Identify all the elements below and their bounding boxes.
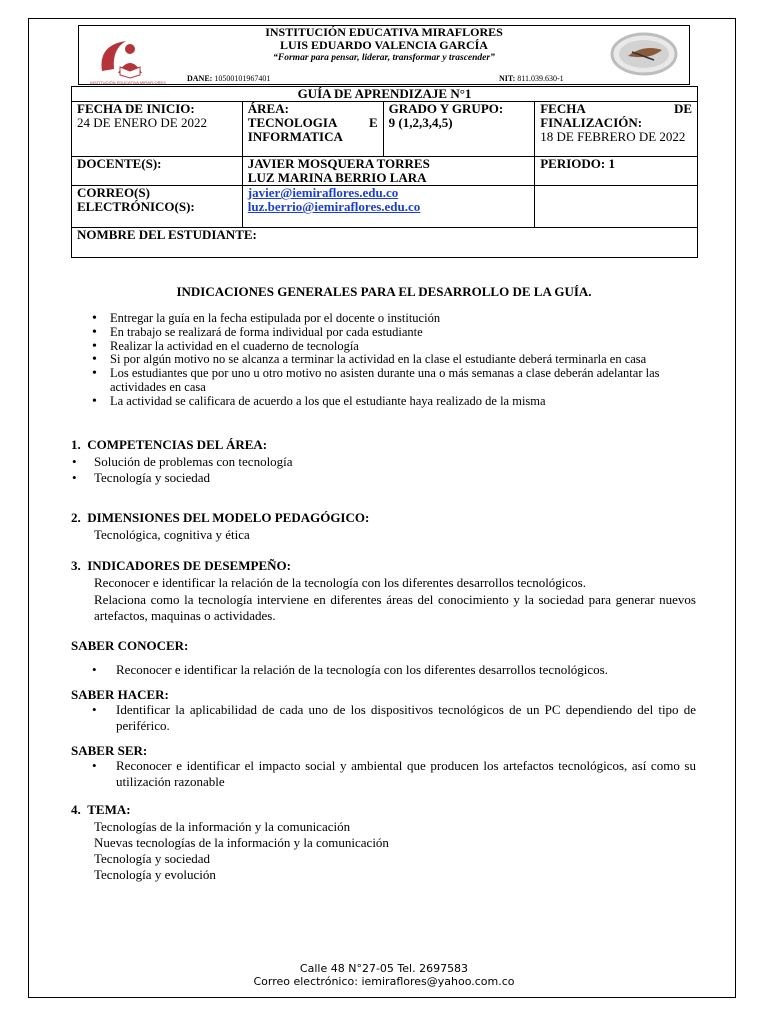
guide-title: GUÍA DE APRENDIZAJE N°1: [72, 87, 698, 102]
saber-ser-item: • Reconocer e identificar el impacto social y ambiental que producen los artefactos tecnológicos, así como su utilización razonable: [92, 758, 696, 789]
section-4-heading: 4. TEMA:: [71, 802, 131, 817]
teacher-label: DOCENTE(S):: [72, 157, 243, 186]
institution-motto: “Formar para pensar, liderar, transformar y trascender”: [273, 53, 495, 63]
grade-value: 9 (1,2,3,4,5): [388, 115, 453, 130]
list-item: • Los estudiantes que por uno u otro motivo no asisten durante una o más semanas a clase deberán adelantar las actividades en casa: [88, 367, 690, 395]
saber-conocer-title: SABER CONOCER:: [71, 638, 189, 653]
secondary-logo: [606, 28, 682, 82]
rector-name: LUIS EDUARDO VALENCIA GARCÍA: [280, 38, 488, 52]
email-link-1[interactable]: javier@iemiraflores.edu.co: [247, 185, 399, 200]
list-item: • En trabajo se realizará de forma individual por cada estudiante: [88, 326, 690, 340]
dimensions-text: Tecnológica, cognitiva y ética: [94, 527, 250, 542]
grade-label: GRADO Y GRUPO:: [388, 101, 504, 116]
list-item: • Tecnología y sociedad: [72, 470, 211, 485]
section-2-heading: 2. DIMENSIONES DEL MODELO PEDAGÓGICO:: [71, 510, 370, 525]
email-link-2[interactable]: luz.berrio@iemiraflores.edu.co: [247, 199, 421, 214]
end-date-cell: [535, 102, 698, 157]
start-date-value: 24 DE ENERO DE 2022: [77, 115, 207, 130]
email-links: [242, 186, 534, 228]
topic-line: Tecnología y sociedad: [94, 851, 211, 866]
saber-hacer-item: • Identificar la aplicabilidad de cada uno de los dispositivos tecnológicos de un PC dependiendo del tipo de periférico.: [92, 702, 696, 733]
period-label: PERIODO: 1: [535, 157, 698, 186]
general-instructions-title: INDICACIONES GENERALES PARA EL DESARROLLO DE LA GUÍA.: [176, 284, 592, 299]
competencies-list: [72, 454, 293, 486]
student-name-field: NOMBRE DEL ESTUDIANTE:: [72, 228, 698, 258]
topic-line: Nuevas tecnologías de la información y la comunicación: [94, 835, 389, 850]
topic-line: Tecnología y evolución: [94, 867, 216, 882]
area-value: TECNOLOGIA E INFORMATICA: [247, 115, 378, 144]
empty-cell: [535, 186, 698, 228]
end-date-value: 18 DE FEBRERO DE 2022: [540, 129, 686, 144]
area-label: ÁREA:: [247, 101, 289, 116]
nit-code: NIT: 811.039.630-1: [499, 74, 564, 83]
saber-hacer-title: SABER HACER:: [71, 687, 169, 702]
end-date-label: FECHA DE FINALIZACIÓN:: [540, 101, 692, 130]
teacher-name-2: LUZ MARINA BERRIO LARA: [247, 170, 427, 185]
start-date-cell: [72, 102, 243, 157]
saber-conocer-item: • Reconocer e identificar la relación de la tecnología con los diferentes desarrollos tecnológicos.: [92, 662, 608, 677]
teacher-names: [242, 157, 534, 186]
start-date-label: FECHA DE INICIO:: [77, 101, 195, 116]
email-label: CORREO(S) ELECTRÓNICO(S):: [72, 186, 243, 228]
list-item: • Realizar la actividad en el cuaderno de tecnología: [88, 340, 690, 354]
footer-address: Calle 48 N°27-05 Tel. 2697583: [299, 962, 469, 975]
dane-code: DANE: 10500101967401: [187, 74, 271, 83]
indicators-line-1: Reconocer e identificar la relación de la tecnología con los diferentes desarrollos tecnológicos.: [94, 575, 586, 590]
saber-ser-title: SABER SER:: [71, 743, 148, 758]
topics-list: [94, 819, 389, 883]
guide-info-table: [71, 86, 698, 258]
list-item: • La actividad se calificara de acuerdo a los que el estudiante haya realizado de la misma: [88, 395, 690, 409]
institution-logo: [90, 33, 172, 85]
section-1-heading: 1. COMPETENCIAS DEL ÁREA:: [71, 437, 268, 452]
footer-email: Correo electrónico: iemiraflores@yahoo.com.co: [253, 975, 515, 988]
svg-text:INSTITUCIÓN EDUCATIVA MIRAFLOR: INSTITUCIÓN EDUCATIVA MIRAFLORES: [90, 80, 166, 85]
section-3-heading: 3. INDICADORES DE DESEMPEÑO:: [71, 558, 291, 573]
indicators-line-2: Relaciona como la tecnología interviene en diferentes áreas del conocimiento y la sociedad para generar nuevos artefactos, maquinas o actividades.: [94, 592, 696, 623]
list-item: • Si por algún motivo no se alcanza a terminar la actividad en la clase el estudiante deberá terminarla en casa: [88, 353, 690, 367]
teacher-name-1: JAVIER MOSQUERA TORRES: [247, 156, 430, 171]
institution-name: INSTITUCIÓN EDUCATIVA MIRAFLORES: [265, 25, 503, 39]
topic-line: Tecnologías de la información y la comunicación: [94, 819, 351, 834]
list-item: • Entregar la guía en la fecha estipulada por el docente o institución: [88, 312, 690, 326]
area-cell: [242, 102, 383, 157]
list-item: • Solución de problemas con tecnología: [72, 454, 293, 469]
grade-cell: [383, 102, 535, 157]
general-instructions-list: [88, 312, 690, 409]
